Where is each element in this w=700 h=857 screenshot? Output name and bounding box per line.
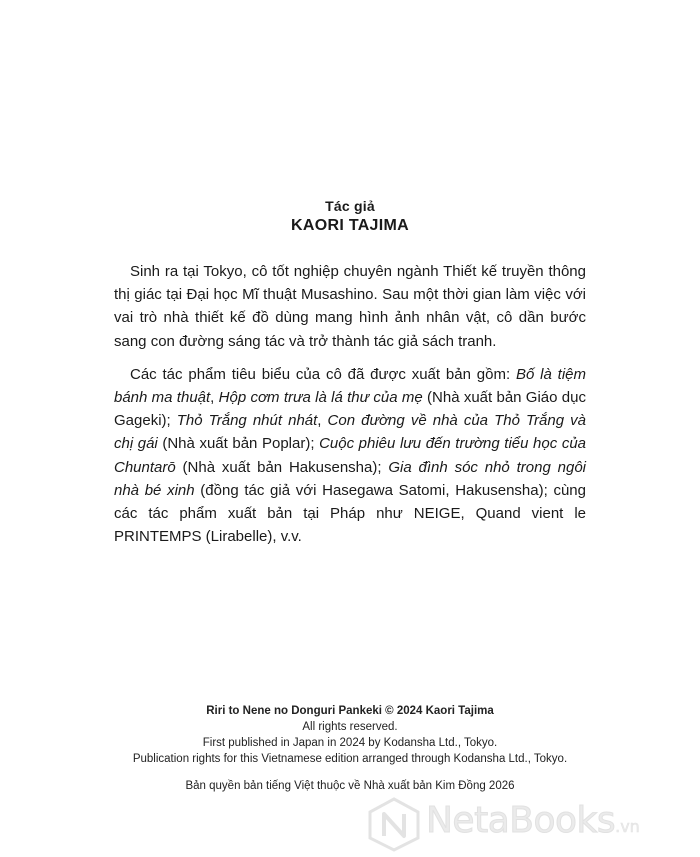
work-title: Cuộc phiêu lưu đến trường tiểu học của Chuntarō bbox=[114, 435, 587, 476]
publisher-note: (đồng tác giả với Hasegawa Satomi, Hakusensha); cùng các tác phẩm xuất bản tại Pháp như NEIGE, Quand vient le PRINTEMPS (Lirabelle), v.v. bbox=[114, 481, 586, 546]
work-title: Hộp cơm trưa là lá thư của mẹ bbox=[218, 389, 423, 407]
copyright-title-line: Riri to Nene no Donguri Pankeki © 2024 Kaori Tajima bbox=[206, 705, 494, 717]
publisher-note: (Nhà xuất bản Hakusensha); bbox=[175, 458, 389, 476]
watermark bbox=[364, 796, 694, 852]
separator: , bbox=[317, 412, 328, 430]
works-intro: Các tác phẩm tiêu biểu của cô đã được xuất bản gồm: bbox=[130, 365, 516, 383]
work-title: Thỏ Trắng nhút nhát bbox=[176, 412, 318, 430]
author-name: KAORI TAJIMA bbox=[291, 217, 409, 234]
publication-rights-line: Publication rights for this Vietnamese edition arranged through Kodansha Ltd., Tokyo. bbox=[132, 753, 568, 765]
netabooks-n-logo-icon bbox=[366, 796, 422, 852]
author-biography bbox=[114, 260, 586, 558]
publisher-note: (Nhà xuất bản Poplar); bbox=[157, 435, 320, 453]
watermark-brand: NetaBooks bbox=[426, 800, 616, 841]
copyright-block bbox=[0, 703, 700, 767]
work-title: Gia đình sóc nhỏ trong ngôi nhà bé xinh bbox=[114, 458, 587, 499]
separator: , bbox=[210, 389, 219, 407]
vietnamese-rights-line: Bản quyền bản tiếng Việt thuộc về Nhà xuất bản Kim Đồng 2026 bbox=[185, 780, 515, 792]
watermark-text bbox=[426, 800, 640, 841]
work-title: Bố là tiệm bánh ma thuật bbox=[114, 365, 587, 407]
author-label: Tác giả bbox=[325, 198, 375, 214]
watermark-suffix: .vn bbox=[615, 817, 640, 836]
bio-paragraph-1: Sinh ra tại Tokyo, cô tốt nghiệp chuyên ngành Thiết kế truyền thông thị giác tại Đại học Mĩ thuật Musashino. Sau một thời gian làm việc với vai trò nhà thiết kế đồ dùng mang hình ảnh nhân vật, cô dần bước sang con đường sáng tác và trở thành tác giả sách tranh. bbox=[114, 263, 586, 350]
first-published-line: First published in Japan in 2024 by Kodansha Ltd., Tokyo. bbox=[202, 737, 498, 749]
work-title: Con đường về nhà của Thỏ Trắng và chị gái bbox=[114, 412, 586, 453]
all-rights-reserved: All rights reserved. bbox=[302, 721, 398, 733]
publisher-note: (Nhà xuất bản Giáo dục Gageki); bbox=[114, 389, 586, 430]
bio-paragraph-2 bbox=[114, 363, 586, 549]
